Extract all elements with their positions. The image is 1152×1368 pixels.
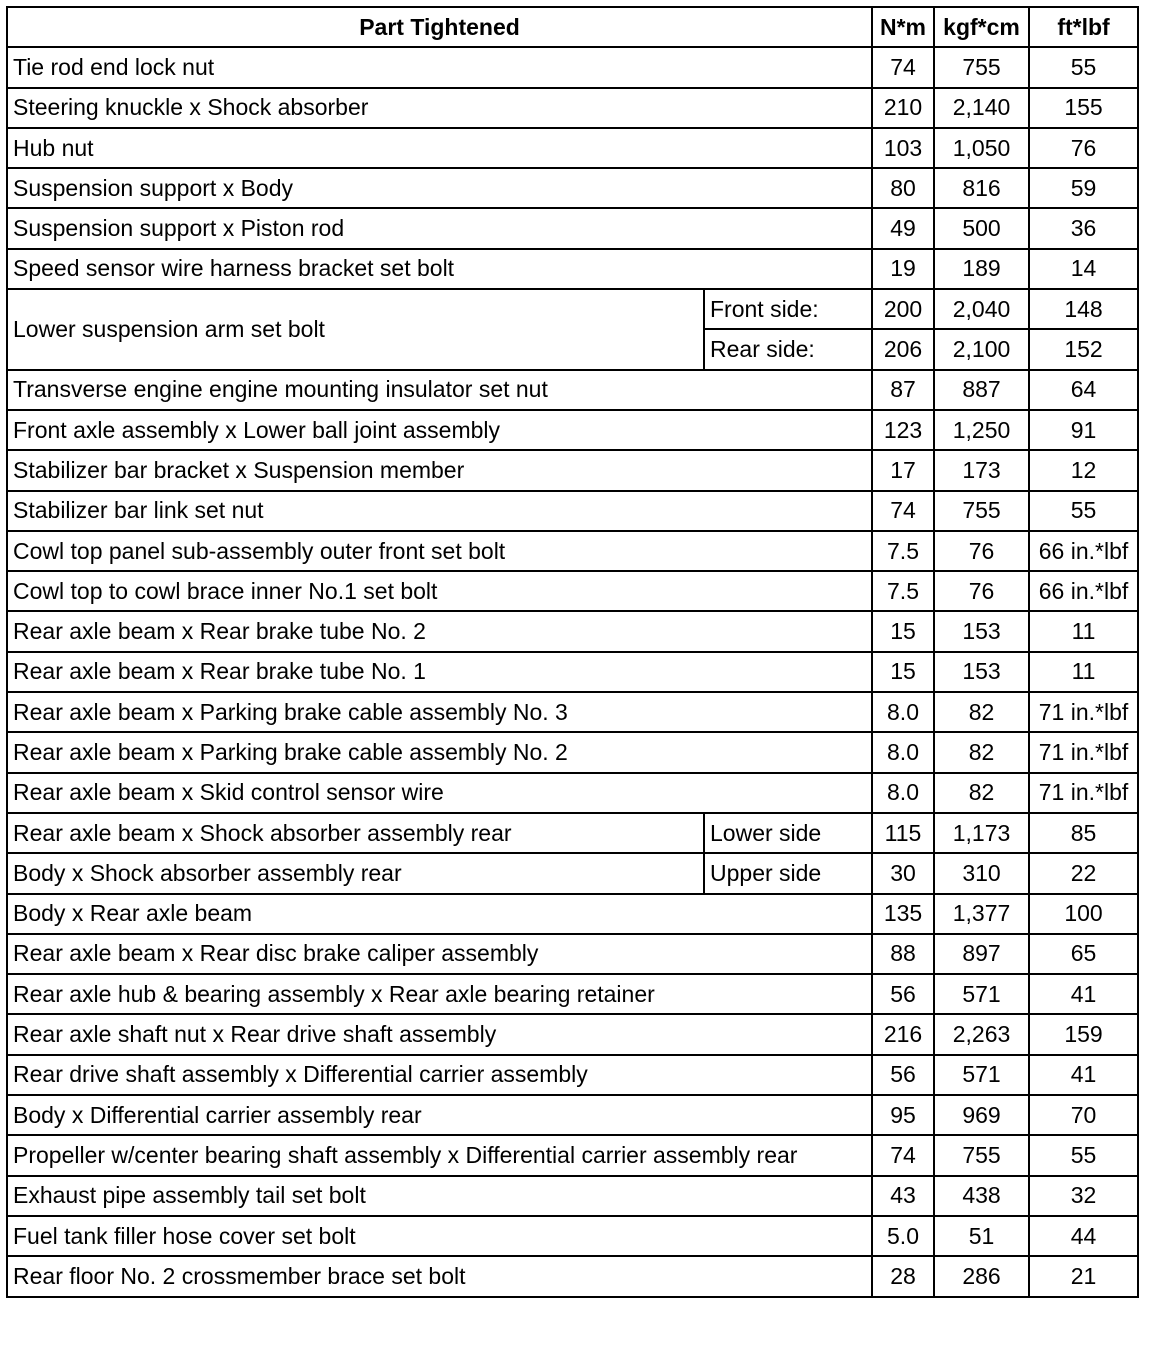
kgfcm-cell: 887	[934, 370, 1029, 410]
ftlbf-cell: 65	[1029, 934, 1138, 974]
part-cell: Exhaust pipe assembly tail set bolt	[7, 1176, 872, 1216]
ftlbf-cell: 159	[1029, 1014, 1138, 1054]
nm-cell: 87	[872, 370, 934, 410]
part-cell: Front axle assembly x Lower ball joint assembly	[7, 410, 872, 450]
ftlbf-cell: 22	[1029, 853, 1138, 893]
kgfcm-cell: 2,140	[934, 88, 1029, 128]
kgfcm-cell: 153	[934, 611, 1029, 651]
ftlbf-cell: 66 in.*lbf	[1029, 571, 1138, 611]
part-cell: Rear axle hub & bearing assembly x Rear axle bearing retainer	[7, 974, 872, 1014]
ftlbf-cell: 64	[1029, 370, 1138, 410]
nm-cell: 28	[872, 1256, 934, 1296]
ftlbf-cell: 12	[1029, 450, 1138, 490]
table-header-row	[7, 7, 1138, 47]
table-row	[7, 249, 1138, 289]
part-cell: Propeller w/center bearing shaft assembly x Differential carrier assembly rear	[7, 1135, 872, 1175]
kgfcm-cell: 1,250	[934, 410, 1029, 450]
part-cell: Stabilizer bar bracket x Suspension member	[7, 450, 872, 490]
nm-cell: 49	[872, 208, 934, 248]
kgfcm-cell: 51	[934, 1216, 1029, 1256]
table-row	[7, 450, 1138, 490]
table-row	[7, 1135, 1138, 1175]
part-cell: Rear axle beam x Rear disc brake caliper assembly	[7, 934, 872, 974]
table-row	[7, 410, 1138, 450]
part-cell: Body x Rear axle beam	[7, 894, 872, 934]
ftlbf-cell: 55	[1029, 491, 1138, 531]
ftlbf-cell: 11	[1029, 611, 1138, 651]
part-cell: Steering knuckle x Shock absorber	[7, 88, 872, 128]
part-cell: Suspension support x Body	[7, 168, 872, 208]
table-row	[7, 168, 1138, 208]
subpart-cell: Rear side:	[704, 329, 872, 369]
nm-cell: 43	[872, 1176, 934, 1216]
ftlbf-cell: 44	[1029, 1216, 1138, 1256]
part-cell: Tie rod end lock nut	[7, 47, 872, 87]
kgfcm-cell: 571	[934, 974, 1029, 1014]
ftlbf-cell: 76	[1029, 128, 1138, 168]
table-row	[7, 531, 1138, 571]
nm-cell: 17	[872, 450, 934, 490]
part-cell: Rear axle shaft nut x Rear drive shaft assembly	[7, 1014, 872, 1054]
part-cell: Rear axle beam x Shock absorber assembly rear	[7, 813, 704, 853]
ftlbf-cell: 71 in.*lbf	[1029, 692, 1138, 732]
subpart-cell: Front side:	[704, 289, 872, 329]
nm-cell: 135	[872, 894, 934, 934]
header-part-tightened: Part Tightened	[7, 7, 872, 47]
kgfcm-cell: 897	[934, 934, 1029, 974]
part-cell: Hub nut	[7, 128, 872, 168]
kgfcm-cell: 2,263	[934, 1014, 1029, 1054]
kgfcm-cell: 2,040	[934, 289, 1029, 329]
part-cell: Rear axle beam x Parking brake cable assembly No. 3	[7, 692, 872, 732]
part-cell: Body x Shock absorber assembly rear	[7, 853, 704, 893]
nm-cell: 5.0	[872, 1216, 934, 1256]
ftlbf-cell: 41	[1029, 1055, 1138, 1095]
nm-cell: 74	[872, 1135, 934, 1175]
kgfcm-cell: 310	[934, 853, 1029, 893]
table-row	[7, 894, 1138, 934]
table-row	[7, 934, 1138, 974]
nm-cell: 206	[872, 329, 934, 369]
table-row	[7, 47, 1138, 87]
ftlbf-cell: 59	[1029, 168, 1138, 208]
ftlbf-cell: 148	[1029, 289, 1138, 329]
kgfcm-cell: 1,050	[934, 128, 1029, 168]
kgfcm-cell: 189	[934, 249, 1029, 289]
table-row	[7, 652, 1138, 692]
kgfcm-cell: 153	[934, 652, 1029, 692]
nm-cell: 88	[872, 934, 934, 974]
kgfcm-cell: 82	[934, 773, 1029, 813]
table-row	[7, 88, 1138, 128]
ftlbf-cell: 11	[1029, 652, 1138, 692]
table-row	[7, 1014, 1138, 1054]
table-body	[7, 47, 1138, 1296]
nm-cell: 30	[872, 853, 934, 893]
part-cell: Stabilizer bar link set nut	[7, 491, 872, 531]
ftlbf-cell: 71 in.*lbf	[1029, 732, 1138, 772]
ftlbf-cell: 21	[1029, 1256, 1138, 1296]
kgfcm-cell: 1,173	[934, 813, 1029, 853]
part-cell: Rear axle beam x Skid control sensor wire	[7, 773, 872, 813]
ftlbf-cell: 91	[1029, 410, 1138, 450]
part-cell: Speed sensor wire harness bracket set bolt	[7, 249, 872, 289]
kgfcm-cell: 438	[934, 1176, 1029, 1216]
header-nm: N*m	[872, 7, 934, 47]
table-row	[7, 1216, 1138, 1256]
table-row	[7, 289, 1138, 329]
ftlbf-cell: 41	[1029, 974, 1138, 1014]
part-cell: Rear axle beam x Parking brake cable assembly No. 2	[7, 732, 872, 772]
nm-cell: 56	[872, 1055, 934, 1095]
kgfcm-cell: 82	[934, 732, 1029, 772]
ftlbf-cell: 152	[1029, 329, 1138, 369]
table-row	[7, 732, 1138, 772]
ftlbf-cell: 36	[1029, 208, 1138, 248]
nm-cell: 56	[872, 974, 934, 1014]
ftlbf-cell: 70	[1029, 1095, 1138, 1135]
table-row	[7, 611, 1138, 651]
ftlbf-cell: 155	[1029, 88, 1138, 128]
table-row	[7, 1095, 1138, 1135]
ftlbf-cell: 100	[1029, 894, 1138, 934]
nm-cell: 15	[872, 652, 934, 692]
nm-cell: 123	[872, 410, 934, 450]
table-row	[7, 853, 1138, 893]
table-row	[7, 813, 1138, 853]
nm-cell: 200	[872, 289, 934, 329]
subpart-cell: Upper side	[704, 853, 872, 893]
kgfcm-cell: 969	[934, 1095, 1029, 1135]
part-cell: Lower suspension arm set bolt	[7, 289, 704, 370]
nm-cell: 7.5	[872, 571, 934, 611]
nm-cell: 210	[872, 88, 934, 128]
nm-cell: 8.0	[872, 773, 934, 813]
kgfcm-cell: 755	[934, 491, 1029, 531]
part-cell: Fuel tank filler hose cover set bolt	[7, 1216, 872, 1256]
nm-cell: 115	[872, 813, 934, 853]
table-row	[7, 491, 1138, 531]
kgfcm-cell: 816	[934, 168, 1029, 208]
ftlbf-cell: 55	[1029, 1135, 1138, 1175]
ftlbf-cell: 71 in.*lbf	[1029, 773, 1138, 813]
part-cell: Rear axle beam x Rear brake tube No. 2	[7, 611, 872, 651]
table-row	[7, 773, 1138, 813]
nm-cell: 7.5	[872, 531, 934, 571]
kgfcm-cell: 2,100	[934, 329, 1029, 369]
table-row	[7, 1176, 1138, 1216]
kgfcm-cell: 755	[934, 1135, 1029, 1175]
table-row	[7, 370, 1138, 410]
kgfcm-cell: 173	[934, 450, 1029, 490]
part-cell: Rear axle beam x Rear brake tube No. 1	[7, 652, 872, 692]
table-row	[7, 571, 1138, 611]
nm-cell: 95	[872, 1095, 934, 1135]
header-ftlbf: ft*lbf	[1029, 7, 1138, 47]
kgfcm-cell: 76	[934, 571, 1029, 611]
nm-cell: 8.0	[872, 692, 934, 732]
part-cell: Cowl top panel sub-assembly outer front set bolt	[7, 531, 872, 571]
table-row	[7, 208, 1138, 248]
nm-cell: 80	[872, 168, 934, 208]
kgfcm-cell: 286	[934, 1256, 1029, 1296]
table-row	[7, 128, 1138, 168]
nm-cell: 74	[872, 47, 934, 87]
kgfcm-cell: 755	[934, 47, 1029, 87]
nm-cell: 216	[872, 1014, 934, 1054]
kgfcm-cell: 500	[934, 208, 1029, 248]
header-kgfcm: kgf*cm	[934, 7, 1029, 47]
nm-cell: 8.0	[872, 732, 934, 772]
torque-specification-table	[6, 6, 1139, 1298]
nm-cell: 74	[872, 491, 934, 531]
table-row	[7, 1055, 1138, 1095]
kgfcm-cell: 571	[934, 1055, 1029, 1095]
nm-cell: 19	[872, 249, 934, 289]
kgfcm-cell: 1,377	[934, 894, 1029, 934]
part-cell: Rear floor No. 2 crossmember brace set bolt	[7, 1256, 872, 1296]
kgfcm-cell: 82	[934, 692, 1029, 732]
table-row	[7, 974, 1138, 1014]
table-row	[7, 692, 1138, 732]
ftlbf-cell: 85	[1029, 813, 1138, 853]
subpart-cell: Lower side	[704, 813, 872, 853]
table-row	[7, 1256, 1138, 1296]
kgfcm-cell: 76	[934, 531, 1029, 571]
part-cell: Rear drive shaft assembly x Differential carrier assembly	[7, 1055, 872, 1095]
part-cell: Suspension support x Piston rod	[7, 208, 872, 248]
ftlbf-cell: 66 in.*lbf	[1029, 531, 1138, 571]
nm-cell: 15	[872, 611, 934, 651]
part-cell: Transverse engine engine mounting insulator set nut	[7, 370, 872, 410]
nm-cell: 103	[872, 128, 934, 168]
part-cell: Body x Differential carrier assembly rear	[7, 1095, 872, 1135]
ftlbf-cell: 14	[1029, 249, 1138, 289]
part-cell: Cowl top to cowl brace inner No.1 set bolt	[7, 571, 872, 611]
ftlbf-cell: 32	[1029, 1176, 1138, 1216]
ftlbf-cell: 55	[1029, 47, 1138, 87]
